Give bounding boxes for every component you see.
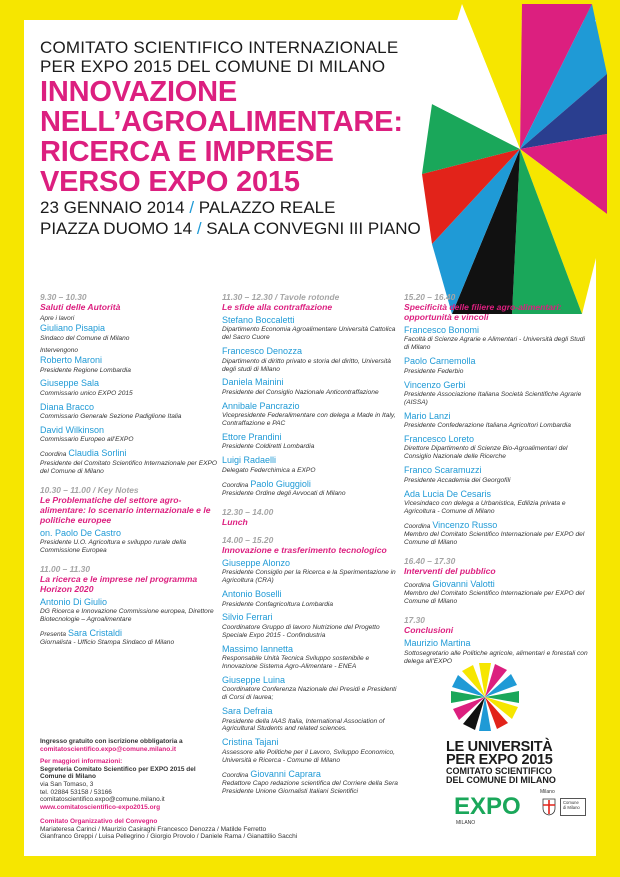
speaker-name-row [40, 378, 218, 389]
speaker-name-row [40, 628, 218, 639]
speaker-name-row [222, 479, 400, 490]
speaker-name: Cristina Tajani [222, 737, 279, 748]
speaker-name-row [40, 448, 218, 459]
speaker-name-row [222, 377, 400, 388]
comune-di-milano-box: Comune di Milano [560, 798, 586, 816]
expo-milano-label: MILANO [456, 820, 476, 826]
speaker-name: Sara Defraia [222, 706, 273, 717]
speaker-role-label: Intervengono [40, 346, 78, 354]
poster [24, 20, 596, 856]
speaker-affiliation: Delegato Federchimica a EXPO [222, 466, 316, 474]
universita-title: LE UNIVERSITÀ PER EXPO 2015 [446, 739, 553, 768]
session-title: Saluti delle Autorità [40, 302, 121, 312]
speaker-role-inline: Coordina [404, 522, 431, 530]
speaker-name-row [222, 432, 400, 443]
speaker-role-label: Apre i lavori [40, 315, 75, 322]
speaker-name-row [404, 489, 588, 500]
session-time: 9.30 – 10.30 [40, 292, 87, 302]
comune-crest-icon [542, 798, 556, 816]
speaker-name: Annibale Pancrazio [222, 400, 300, 411]
speaker-affiliation: Presidente Regione Lombardia [40, 366, 131, 374]
session-spacer [222, 800, 400, 805]
speaker-name: Giuseppe Sala [40, 378, 100, 389]
speaker-name: Ettore Prandini [222, 431, 282, 442]
session-time: 17.30 [404, 615, 425, 626]
speaker-name: Giovanni Caprara [250, 768, 321, 779]
session-title: Lunch [222, 516, 248, 527]
website-link[interactable]: www.comitatoscientifico-expo2015.org [40, 803, 161, 811]
speaker-affiliation: Coordinatore Conferenza Nazionale dei Presidi e Presidenti di Corsi di laurea; [222, 686, 397, 702]
session-block [40, 292, 218, 485]
session-title: Conclusioni [404, 625, 454, 636]
organizing-committee: Comitato Organizzativo del Convegno Mariateresa Carinci / Maurizio Casiraghi Francesco Denozza / Matilde Ferretto Gianfranco Greppi / Luisa Pellegrino / Giorgio Provolo / Daniele Rama / Gianattilio Sacchi [40, 818, 298, 841]
speaker-name: on. Paolo De Castro [40, 527, 122, 538]
session-time: 16.40 – 17.30 [404, 556, 456, 567]
speaker-name: Francesco Loreto [404, 434, 475, 445]
session-spacer [40, 651, 218, 656]
speaker-affiliation: Presidente Associazione Italiana Società Scientifiche Agrarie (AISSA) [404, 390, 582, 406]
committee-subtitle: COMITATO SCIENTIFICO INTERNAZIONALE PER EXPO 2015 DEL COMUNE DI MILANO [40, 38, 399, 76]
speaker-name-row [404, 325, 588, 336]
speaker-role-inline: Presenta [40, 631, 67, 639]
speaker-affiliation: Assessore alle Politiche per il Lavoro, Sviluppo Economico, Università e Ricerca - Comune di Milano [222, 748, 395, 764]
speaker-name-row [404, 434, 588, 445]
session-time: 14.00 – 15.20 [222, 534, 274, 545]
speaker-affiliation: Presidente Coldiretti Lombardia [222, 443, 315, 451]
speaker-name-row [404, 465, 588, 476]
session-block [404, 556, 588, 615]
session-time: 12.30 – 14.00 [222, 506, 274, 517]
header [40, 38, 510, 239]
speaker-affiliation: Responsabile Unità Tecnica Sviluppo sostenibile e Innovazione Sistema Agro-Alimentare - ENEA [222, 655, 370, 670]
speaker-affiliation: Vicesindaco con delega a Urbanistica, Edilizia privata e Agricoltura - Comune di Milano [404, 500, 566, 515]
speaker-name: Mario Lanzi [404, 410, 451, 421]
speaker-name-row [404, 638, 588, 649]
event-address-room: PIAZZA DUOMO 14 / SALA CONVEGNI III PIANO [40, 219, 421, 238]
session-title: Le sfide alla contraffazione [222, 302, 333, 312]
speaker-name: Vincenzo Russo [432, 519, 498, 530]
speaker-name: Franco Scaramuzzi [404, 465, 482, 476]
speaker-name-row [222, 675, 400, 686]
svg-text:EXPO: EXPO [454, 793, 521, 820]
session-block [40, 485, 218, 564]
session-title: La ricerca e le imprese nel programma Horizon 2020 [40, 573, 198, 594]
speaker-name-row [222, 589, 400, 600]
speaker-name: Sara Cristaldi [67, 628, 123, 639]
speaker-name: Giovanni Valotti [432, 579, 495, 590]
speaker-name-row [222, 401, 400, 412]
star-logo [450, 662, 520, 732]
speaker-name: Francesco Bonomi [404, 325, 480, 335]
speaker-affiliation: DG Ricerca e Innovazione Commissione europea, Direttore Biotecnologie – Agroalimentare [40, 608, 214, 624]
speaker-name: Paolo Giuggioli [250, 478, 311, 489]
speaker-affiliation: Facoltà di Scienze Agrarie e Alimentari - Università degli Studi di Milano [404, 336, 585, 352]
milano-label: Milano [540, 789, 555, 795]
speaker-name-row [40, 355, 218, 366]
speaker-affiliation: Presidente Accademia dei Georgofili [404, 476, 511, 484]
speaker-affiliation: Presidente Confederazione Italiana Agricoltori Lombardia [404, 422, 571, 430]
expo-logo [454, 790, 521, 820]
speaker-name: Luigi Radaelli [222, 455, 277, 466]
speaker-affiliation: Vicepresidente Federalimentare con delega a Made in Italy, Contraffazione e PAC [222, 412, 396, 428]
speaker-affiliation: Membro del Comitato Scientifico Internazionale per EXPO del Comune di Milano [404, 531, 585, 547]
session-title: Le Problematiche del settore agro-alimentare: lo scenario internazionale e le politiche europee [40, 494, 211, 525]
session-block [222, 507, 400, 535]
program-column-2 [222, 292, 400, 805]
speaker-name: Antonio Boselli [222, 589, 282, 600]
session-block [404, 292, 588, 556]
speaker-affiliation: Presidente Ordine degli Avvocati di Milano [222, 490, 346, 497]
speaker-name-row [222, 346, 400, 357]
speaker-affiliation: Presidente Consiglio per la Ricerca e la Sperimentazione in Agricoltura (CRA) [222, 569, 396, 585]
speaker-name: Vincenzo Gerbi [404, 379, 466, 390]
registration-email-link[interactable]: comitatoscientifico.expo@comune.milano.it [40, 745, 176, 753]
speaker-name: Antonio Di Giulio [40, 596, 108, 607]
speaker-name: Ada Lucia De Cesaris [404, 488, 492, 499]
universita-subtitle: COMITATO SCIENTIFICO DEL COMUNE DI MILANO [446, 766, 556, 785]
speaker-name-row [222, 315, 400, 326]
speaker-name-row [404, 411, 588, 422]
session-block [222, 535, 400, 805]
speaker-name-row [40, 597, 218, 608]
session-time: 10.30 – 11.00 / Key Notes [40, 484, 139, 495]
speaker-name: Giuseppe Luina [222, 674, 286, 685]
speaker-name: Giuliano Pisapia [40, 323, 106, 334]
speaker-name-row [222, 737, 400, 748]
speaker-name: Massimo Iannetta [222, 643, 294, 654]
speaker-name: Giuseppe Alonzo [222, 557, 291, 568]
session-block [222, 292, 400, 507]
speaker-name: Stefano Boccaletti [222, 315, 295, 325]
speaker-name: Roberto Maroni [40, 355, 103, 366]
session-title: Innovazione e trasferimento tecnologico [222, 544, 387, 555]
speaker-affiliation: Presidente del Comitato Scientifico Internazionale per EXPO del Comune di Milano [40, 459, 218, 475]
session-time: 15.20 – 16.40 [404, 292, 456, 302]
speaker-name-row [404, 380, 588, 391]
speaker-affiliation: Membro del Comitato Scientifico Internazionale per EXPO del Comune di Milano [404, 590, 585, 606]
speaker-name: David Wilkinson [40, 425, 105, 436]
speaker-affiliation: Coordinatore Gruppo di lavoro Nutrizione del Progetto Speciale Expo 2015 - Confindustria [222, 623, 380, 639]
speaker-affiliation: Giornalista - Ufficio Stampa Sindaco di Milano [40, 639, 175, 647]
speaker-name-row [222, 558, 400, 569]
speaker-affiliation: Presidente Federbio [404, 367, 464, 375]
program-column-1 [40, 292, 218, 656]
speaker-affiliation: Sindaco del Comune di Milano [40, 334, 130, 342]
partner-logos [450, 786, 596, 836]
speaker-name-row [222, 706, 400, 717]
speaker-affiliation: Commissario Europeo all’EXPO [40, 436, 134, 444]
speaker-role-inline: Coordina [222, 481, 249, 489]
speaker-affiliation: Dipartimento di diritto privato e storia del diritto, Università degli studi di Milano [222, 357, 391, 373]
speaker-affiliation: Presidente Confagricoltura Lombardia [222, 600, 334, 608]
speaker-name-row [404, 356, 588, 367]
event-date-venue: 23 GENNAIO 2014 / PALAZZO REALE [40, 198, 336, 217]
speaker-affiliation: Presidente del Consiglio Nazionale Anticontraffazione [222, 388, 379, 396]
event-title: INNOVAZIONE NELL’AGROALIMENTARE: RICERCA E IMPRESE VERSO EXPO 2015 [40, 76, 403, 198]
speaker-affiliation: Direttore Dipartimento di Scienze Bio-Agroalimentari del Consiglio Nazionale delle Ricerche [404, 445, 568, 461]
speaker-name-row [40, 402, 218, 413]
speaker-affiliation: Sottosegretario alle Politiche agricole, alimentari e forestali con delega all’EXPO [404, 649, 588, 665]
speaker-name: Silvio Ferrari [222, 612, 273, 623]
speaker-affiliation: Dipartimento Economia Agroalimentare Università Cattolica del Sacro Cuore [222, 326, 396, 342]
universita-logo-block [446, 662, 596, 785]
speaker-name-row [40, 528, 218, 539]
speaker-name: Francesco Denozza [222, 346, 303, 357]
speaker-name: Claudia Sorlini [68, 448, 127, 459]
speaker-role-inline: Coordina [40, 451, 67, 459]
speaker-name-row [222, 644, 400, 655]
speaker-name-row [40, 425, 218, 436]
speaker-affiliation: Redattore Capo redazione scientifica del Corriere della Sera Presidente Unione Giornalisti Italiani Scientifici [222, 779, 398, 795]
session-time: 11.00 – 11.30 [40, 563, 90, 574]
session-title: Specificità delle filiere agro-alimentari: opportunità e vincoli [404, 302, 562, 322]
speaker-name-row [404, 579, 588, 590]
speaker-role-inline: Coordina [222, 771, 249, 779]
registration-info: Ingresso gratuito con iscrizione obbligatoria a comitatoscientifico.expo@comune.milano.it Per maggiori informazioni: Segreteria Comitato Scientifico per EXPO 2015 del Comune di Milano via San Tomaso, 3 tel. 02884 53158 / 53166 comitatoscientifico.expo@comune.milano.it www.comitatoscientifico-expo2015.org [40, 738, 218, 811]
speaker-name-row [404, 520, 588, 531]
speaker-name-row [40, 323, 218, 334]
speaker-affiliation: Presidente U.O. Agricoltura e sviluppo rurale della Commissione Europea [40, 539, 186, 554]
session-title: Interventi del pubblico [404, 566, 496, 577]
speaker-name-row [222, 455, 400, 466]
speaker-name-row [222, 769, 400, 780]
speaker-name: Daniela Mainini [222, 377, 284, 388]
speaker-name-row [222, 612, 400, 623]
speaker-name: Maurizio Martina [404, 638, 471, 649]
session-time: 11.30 – 12.30 / Tavole rotonde [222, 292, 340, 302]
speaker-affiliation: Presidente della IAAS Italia, International Association of Agricultural Students and related sciences. [222, 717, 385, 733]
speaker-name: Diana Bracco [40, 401, 95, 412]
program-column-3 [404, 292, 588, 674]
contact-email-link[interactable]: comitatoscientifico.expo@comune.milano.it [40, 796, 165, 804]
speaker-role-inline: Coordina [404, 582, 431, 590]
speaker-affiliation: Commissario unico EXPO 2015 [40, 389, 133, 397]
session-block [40, 564, 218, 657]
speaker-affiliation: Commissario Generale Sezione Padiglione Italia [40, 413, 182, 421]
speaker-name: Paolo Carnemolla [404, 356, 476, 367]
